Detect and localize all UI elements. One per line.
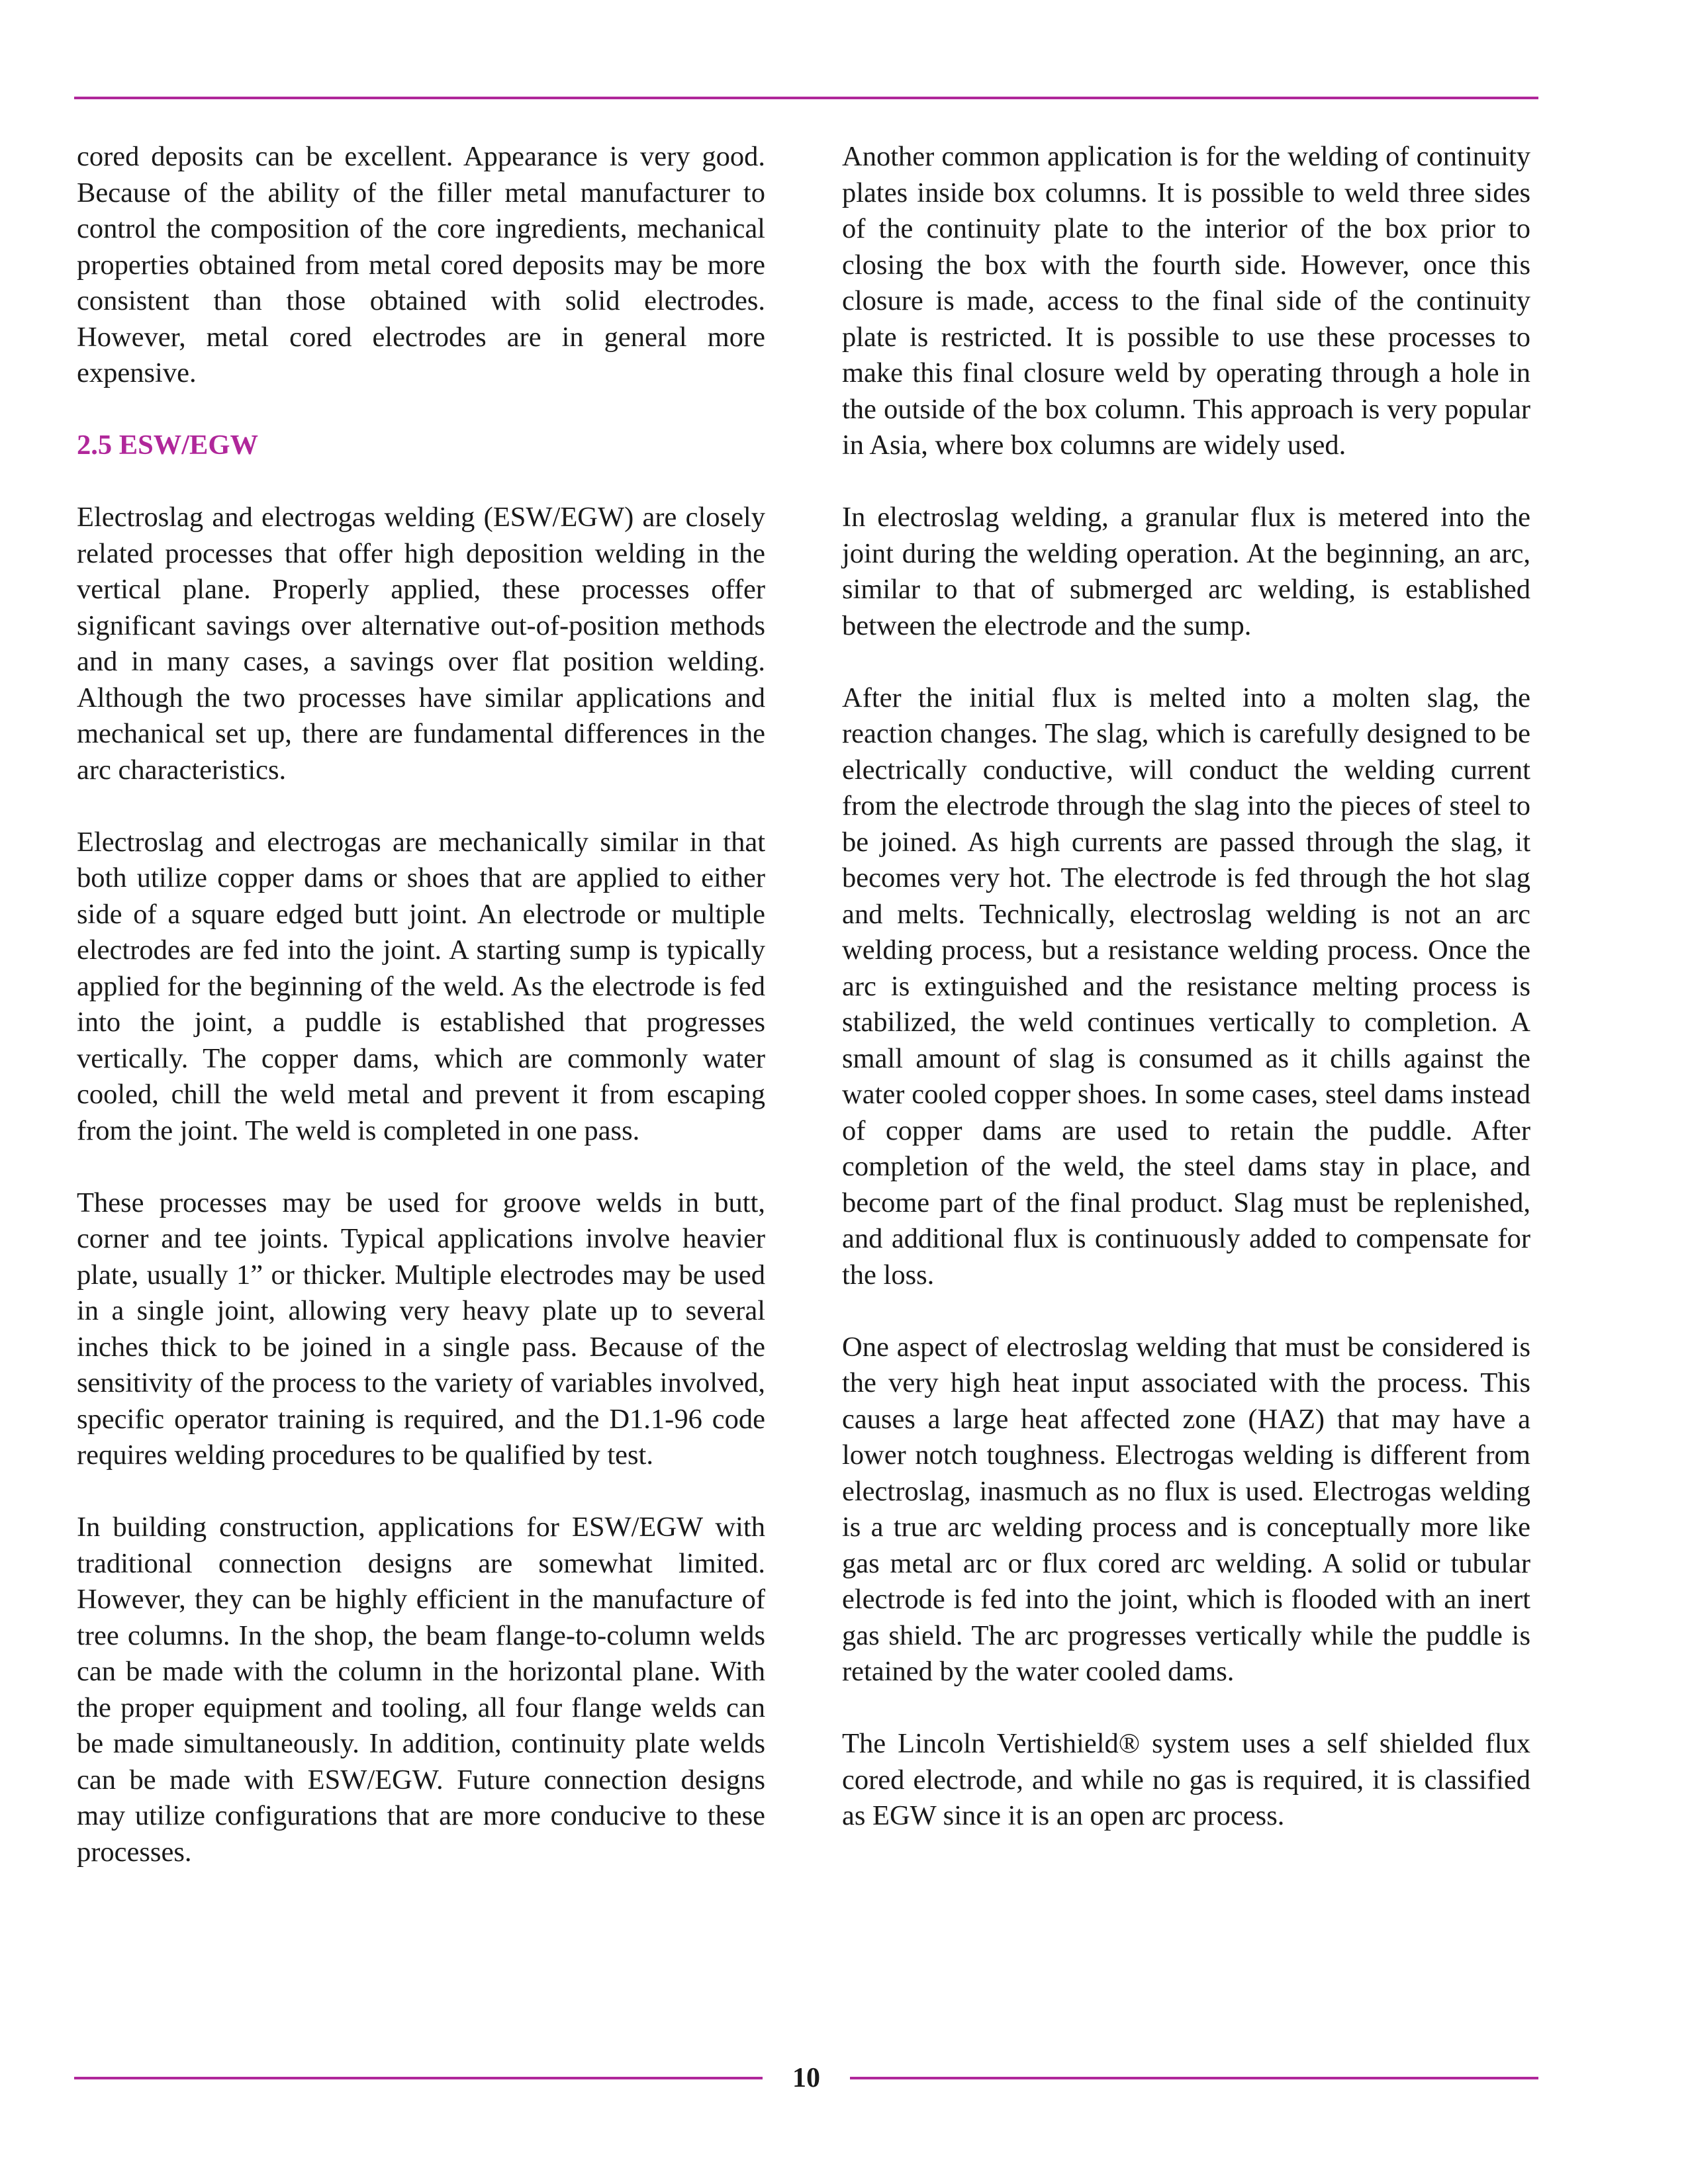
paragraph-granular-flux: In electroslag welding, a granular flux is metered into the joint during the welding operation. At the beginning, an arc, similar to that of submerged arc welding, is established between the electrode and the sump.: [842, 502, 1530, 641]
paragraph-box-columns: Another common application is for the welding of continuity plates inside box columns. It is possible to weld three sides of the continuity plate to the interior of the box prior to closing the box with the fourth side. However, once this closure is made, access to the final side of the continuity plate is restricted. It is possible to use these processes to make this final closure weld by operating through a hole in the outside of the box column. This approach is very popular in Asia, where box columns are widely used.: [842, 141, 1530, 461]
footer-rule-right: [850, 2077, 1538, 2079]
left-column: [77, 139, 765, 1870]
paragraph-esw-egw-intro: Electroslag and electrogas welding (ESW/EGW) are closely related processes that offer high deposition welding in the vertical plane. Properly applied, these processes offer significant savings over alternative out-of-position methods and in many cases, a savings over flat position welding. Although the two processes have similar applications and mechanical set up, there are fundamental differences in the arc characteristics.: [77, 502, 765, 786]
page-footer: [74, 2060, 1538, 2097]
paragraph-vertishield: The Lincoln Vertishield® system uses a self shielded flux cored electrode, and while no gas is required, it is classified as EGW since it is an open arc process.: [842, 1728, 1530, 1831]
page-number: 10: [792, 2063, 820, 2093]
section-heading-esw-egw: 2.5 ESW/EGW: [77, 430, 258, 461]
footer-rule-left: [74, 2077, 763, 2079]
right-column: [842, 139, 1530, 1835]
paragraph-building-construction: In building construction, applications for ESW/EGW with traditional connection designs are somewhat limited. However, they can be highly efficient in the manufacture of tree columns. In the shop, the beam flange-to-column welds can be made with the column in the horizontal plane. With the proper equipment and tooling, all four flange welds can be made simultaneously. In addition, continuity plate welds can be made with ESW/EGW. Future connection designs may utilize configurations that are more conducive to these processes.: [77, 1512, 765, 1868]
paragraph-groove-welds: These processes may be used for groove welds in butt, corner and tee joints. Typical applications involve heavier plate, usually 1” or thicker. Multiple electrodes may be used in a single joint, allowing very heavy plate up to several inches thick to be joined in a single pass. Because of the sensitivity of the process to the variety of variables involved, specific operator training is required, and the D1.1-96 code requires welding procedures to be qualified by test.: [77, 1187, 765, 1471]
paragraph-mechanical-similarity: Electroslag and electrogas are mechanically similar in that both utilize copper dams or shoes that are applied to either side of a square edged butt joint. An electrode or multiple electrodes are fed into the joint. A starting sump is typically applied for the beginning of the weld. As the electrode is fed into the joint, a puddle is established that progresses vertically. The copper dams, which are commonly water cooled, chill the weld metal and prevent it from escaping from the joint. The weld is completed in one pass.: [77, 826, 765, 1146]
paragraph-metal-cored-deposits: cored deposits can be excellent. Appearance is very good. Because of the ability of the filler metal manufacturer to control the composition of the core ingredients, mechanical properties obtained from metal cored deposits may be more consistent than those obtained with solid electrodes. However, metal cored electrodes are in general more expensive.: [77, 141, 765, 388]
header-rule: [74, 97, 1538, 99]
paragraph-heat-input: One aspect of electroslag welding that must be considered is the very high heat input associated with the process. This causes a large heat affected zone (HAZ) that may have a lower notch toughness. Electrogas welding is different from electroslag, inasmuch as no flux is used. Electrogas welding is a true arc welding process and is conceptually more like gas metal arc or flux cored arc welding. A solid or tubular electrode is fed into the joint, which is flooded with an inert gas shield. The arc progresses vertically while the puddle is retained by the water cooled dams.: [842, 1331, 1530, 1687]
paragraph-molten-slag: After the initial flux is melted into a molten slag, the reaction changes. The slag, which is carefully designed to be electrically conductive, will conduct the welding current from the electrode through the slag into the pieces of steel to be joined. As high currents are passed through the slag, it becomes very hot. The electrode is fed through the hot slag and melts. Technically, electroslag welding is not an arc welding process, but a resistance welding process. Once the arc is extinguished and the resistance melting process is stabilized, the weld continues vertically to completion. A small amount of slag is consumed as it chills against the water cooled copper shoes. In some cases, steel dams instead of copper dams are used to retain the puddle. After completion of the weld, the steel dams stay in place, and become part of the final product. Slag must be replenished, and additional flux is continuously added to compensate for the loss.: [842, 682, 1530, 1291]
